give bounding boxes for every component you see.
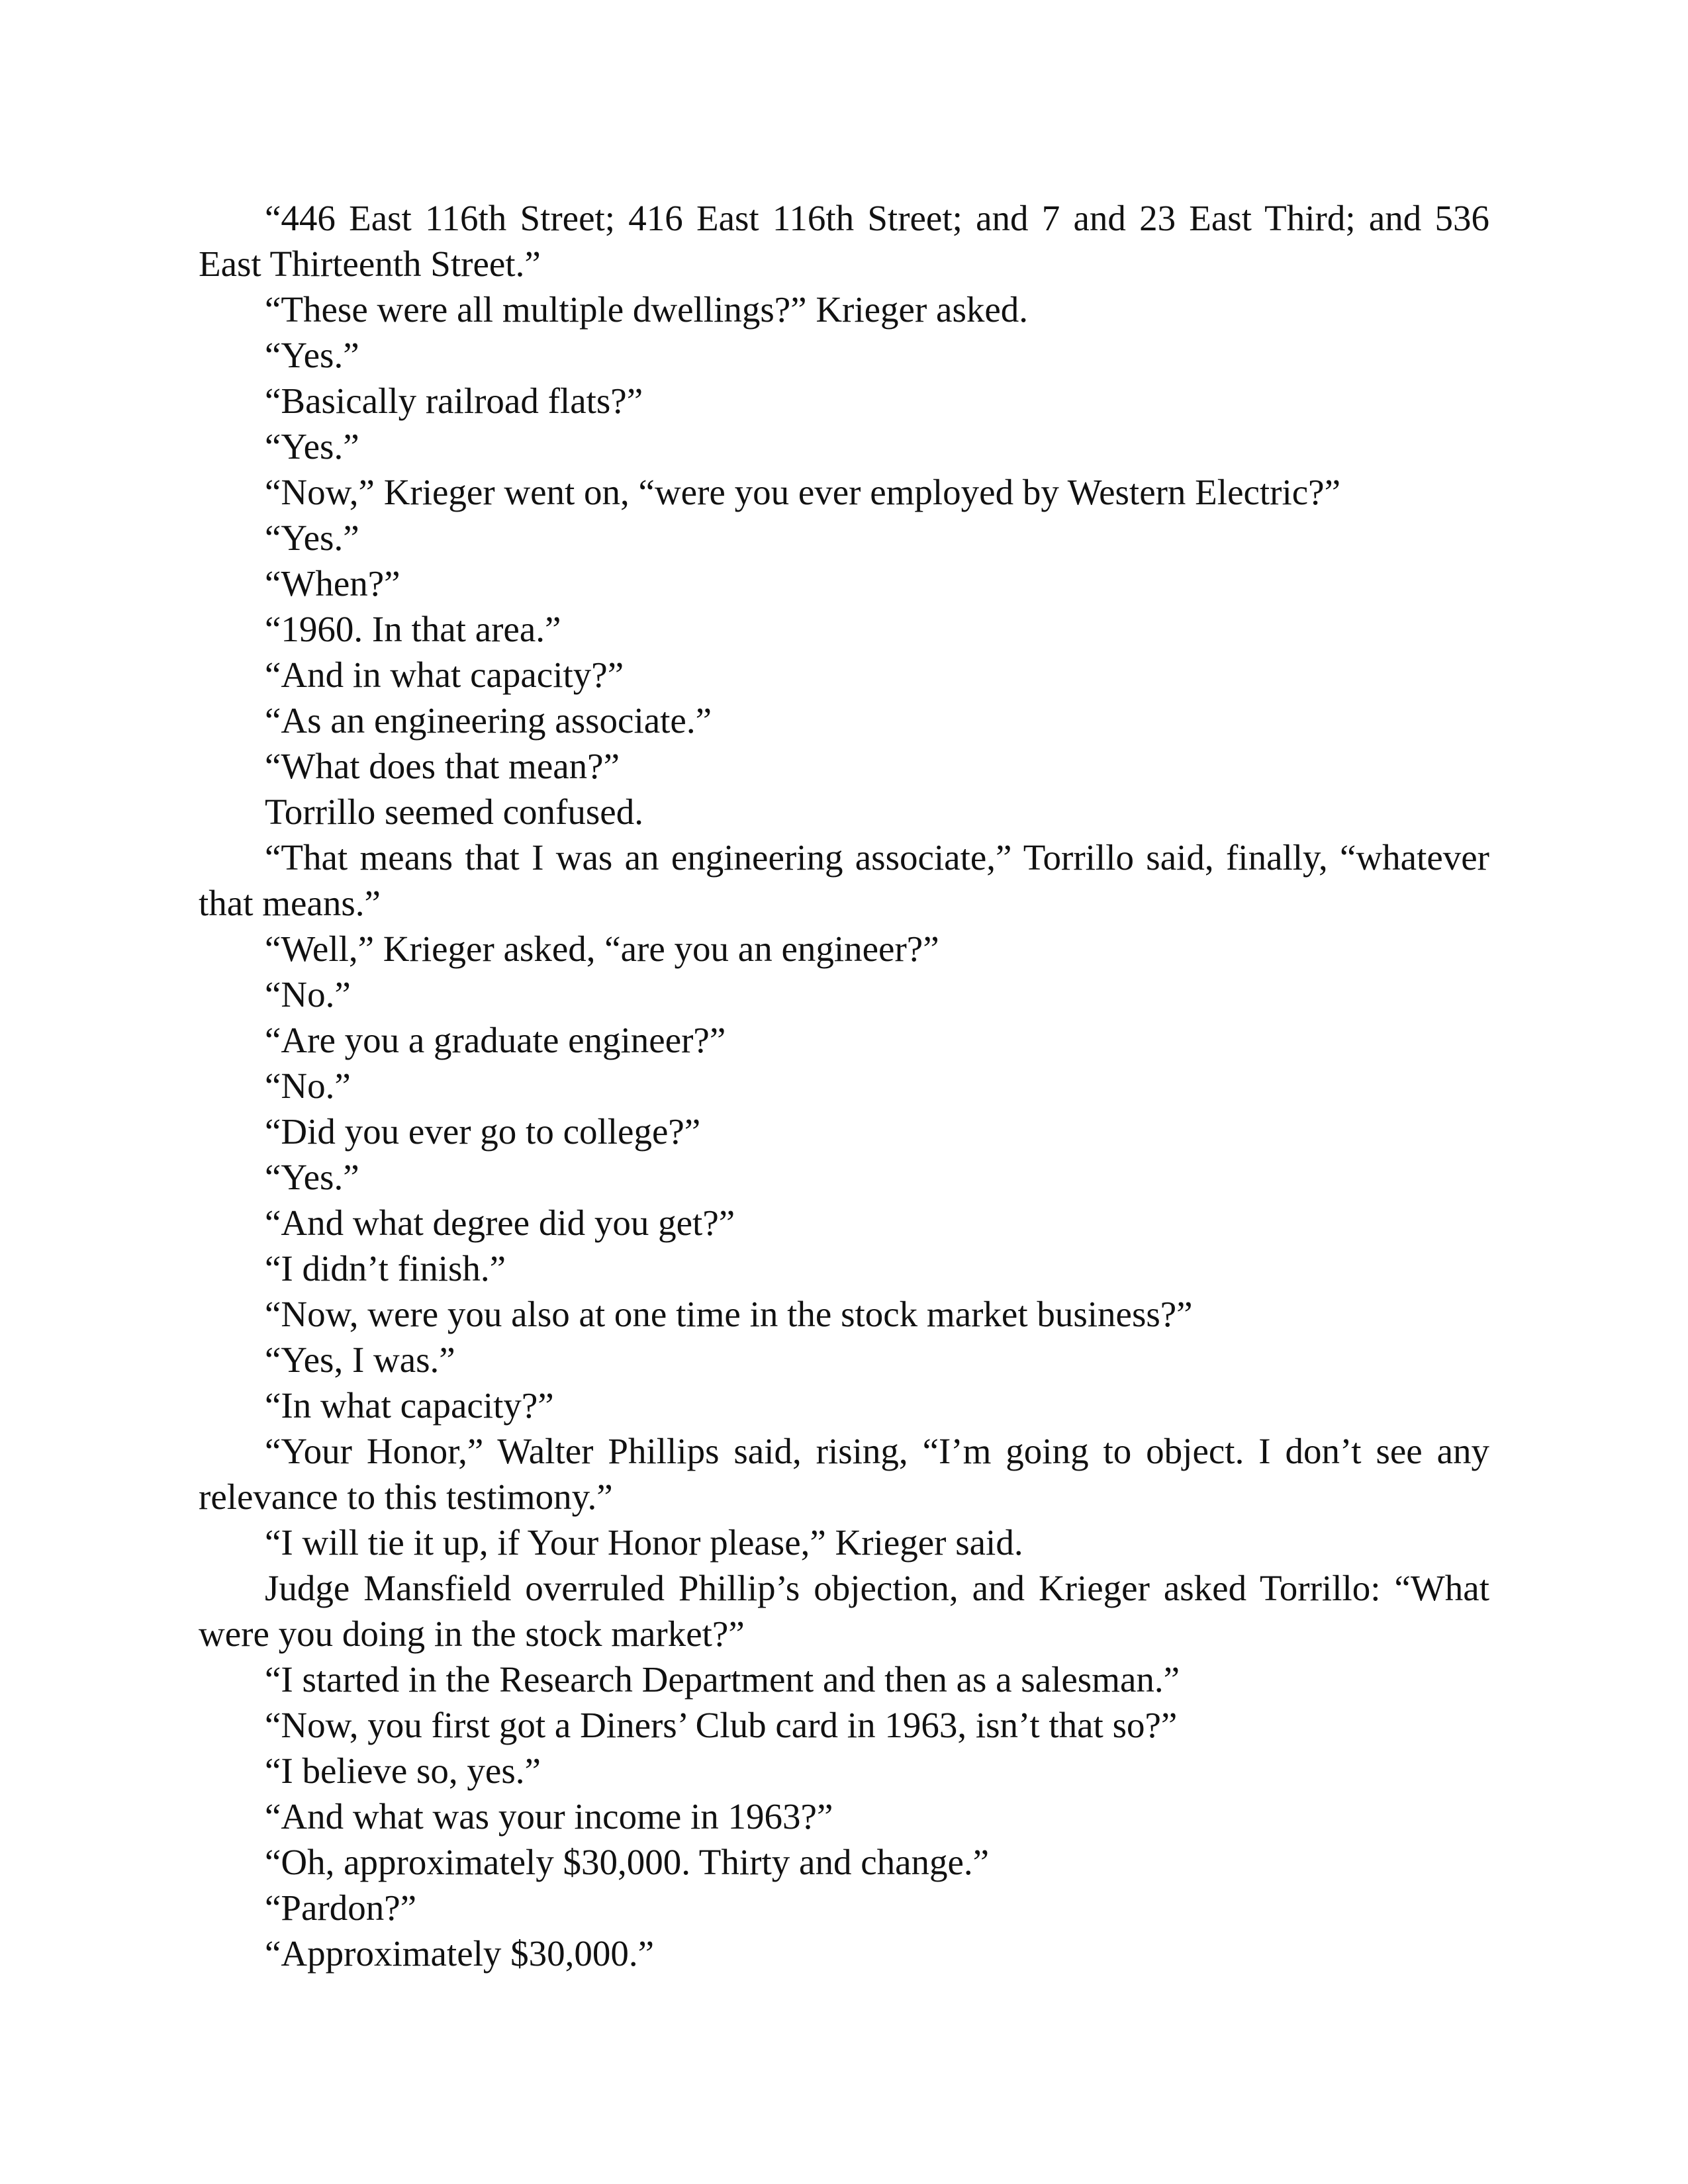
- paragraph: “In what capacity?”: [265, 1385, 554, 1426]
- paragraph: “And what degree did you get?”: [265, 1203, 735, 1243]
- paragraph: “Well,” Krieger asked, “are you an engineer?”: [265, 929, 939, 969]
- paragraph: “What does that mean?”: [265, 746, 620, 786]
- paragraph: “Your Honor,” Walter Phillips said, rising, “I’m going to object. I don’t see any relevance to this testimony.”: [199, 1431, 1489, 1517]
- paragraph: “These were all multiple dwellings?” Krieger asked.: [265, 289, 1029, 330]
- paragraph: “Pardon?”: [265, 1888, 417, 1928]
- paragraph: “Approximately $30,000.”: [265, 1933, 655, 1974]
- paragraph: Torrillo seemed confused.: [265, 792, 643, 832]
- page-body: [199, 195, 1489, 1976]
- paragraph: “I didn’t finish.”: [265, 1248, 506, 1289]
- paragraph: “Are you a graduate engineer?”: [265, 1020, 726, 1060]
- paragraph: “And what was your income in 1963?”: [265, 1796, 833, 1837]
- paragraph: “Now,” Krieger went on, “were you ever employed by Western Electric?”: [265, 472, 1340, 512]
- paragraph: “I believe so, yes.”: [265, 1751, 541, 1791]
- paragraph: “Now, you first got a Diners’ Club card in 1963, isn’t that so?”: [265, 1705, 1178, 1745]
- paragraph: Judge Mansfield overruled Phillip’s objection, and Krieger asked Torrillo: “What were you doing in the stock market?”: [199, 1568, 1489, 1654]
- paragraph: “I will tie it up, if Your Honor please,” Krieger said.: [265, 1522, 1023, 1563]
- paragraph: “No.”: [265, 974, 351, 1015]
- paragraph: “That means that I was an engineering associate,” Torrillo said, finally, “whatever that means.”: [199, 837, 1489, 923]
- paragraph: “Yes.”: [265, 1157, 359, 1197]
- paragraph: “Basically railroad flats?”: [265, 381, 643, 421]
- paragraph: “1960. In that area.”: [265, 609, 561, 649]
- paragraph: “Now, were you also at one time in the stock market business?”: [265, 1294, 1193, 1334]
- paragraph: “Yes.”: [265, 518, 359, 558]
- paragraph: “Oh, approximately $30,000. Thirty and change.”: [265, 1842, 990, 1882]
- paragraph: “Yes, I was.”: [265, 1340, 455, 1380]
- paragraph: “I started in the Research Department and then as a salesman.”: [265, 1659, 1180, 1700]
- paragraph: “Yes.”: [265, 335, 359, 375]
- paragraph: “446 East 116th Street; 416 East 116th Street; and 7 and 23 East Third; and 536 East Thirteenth Street.”: [199, 198, 1489, 284]
- paragraph: “When?”: [265, 563, 400, 604]
- paragraph: “Did you ever go to college?”: [265, 1111, 701, 1152]
- paragraph: “Yes.”: [265, 426, 359, 467]
- paragraph: “No.”: [265, 1066, 351, 1106]
- paragraph: “And in what capacity?”: [265, 655, 624, 695]
- paragraph: “As an engineering associate.”: [265, 700, 712, 741]
